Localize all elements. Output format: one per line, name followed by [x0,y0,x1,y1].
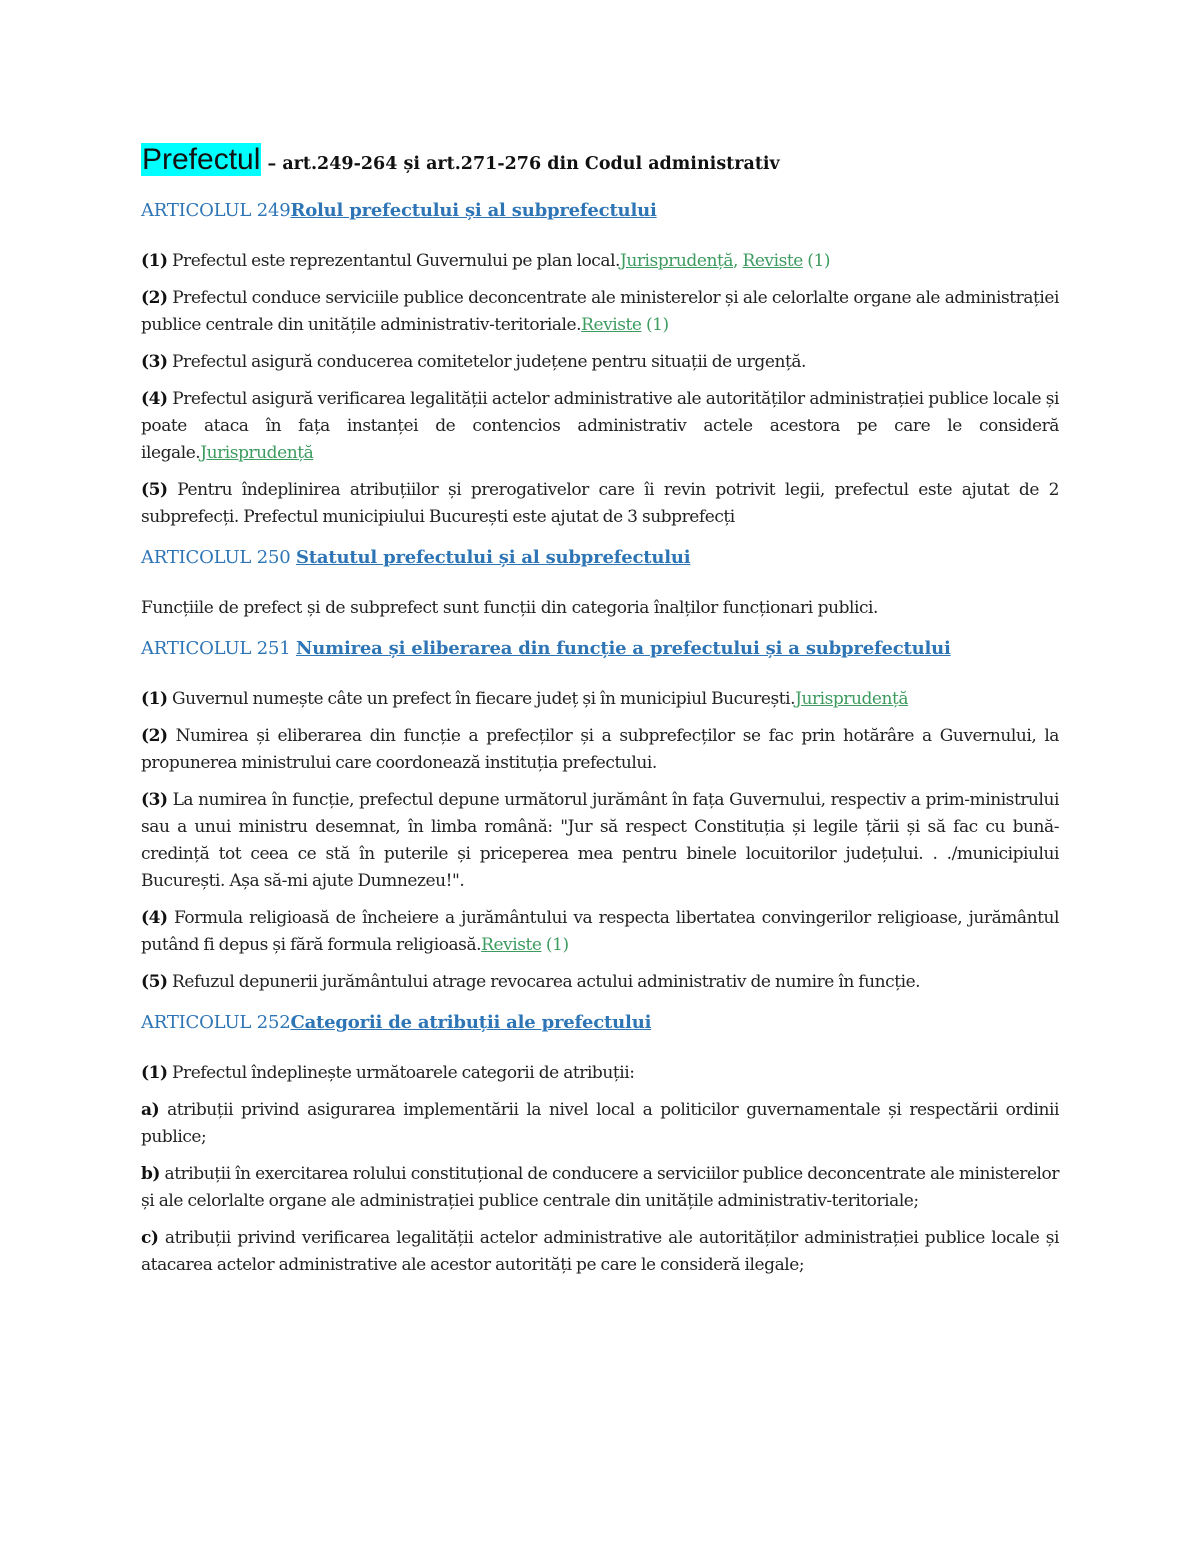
paragraph-text: La numirea în funcție, prefectul depune următorul jurământ în fața Guvernului, respectiv a prim-ministrului sau a unui ministru desemnat, în limba română: "Jur să respect Constituția și legile țării și să fac cu bună-credință tot ceea ce stă în puterile și priceperea mea pentru binele locuitorilor județului. . ./municipiului București. Așa să-mi ajute Dumnezeu!". [141,790,1059,891]
paragraph-number: (1) [141,689,168,709]
reviste-link[interactable]: Reviste [581,315,642,335]
paragraph [141,905,1059,959]
article-250-heading [141,545,1059,571]
paragraph-text: Pentru îndeplinirea atribuțiilor și prerogativelor care îi revin potrivit legii, prefectul este ajutat de 2 subprefecți. Prefectul municipiului București este ajutat de 3 subprefecți [141,480,1059,527]
article-title-link[interactable]: Numirea și eliberarea din funcție a prefectului și a subprefectului [295,638,951,659]
list-item-text: atribuții privind asigurarea implementării la nivel local a politicilor guvernamentale și respectării ordinii publice; [141,1100,1059,1147]
paragraph: Funcțiile de prefect și de subprefect sunt funcții din categoria înalților funcționari publici. [141,598,879,618]
reviste-count: (1) [541,935,569,955]
paragraph [141,787,1059,895]
jurisprudenta-link[interactable]: Jurisprudență [795,689,909,709]
article-249-heading [141,198,1059,224]
paragraph [141,723,1059,777]
paragraph-number: (5) [141,480,168,500]
paragraph-number: (4) [141,389,168,409]
paragraph [141,386,1059,467]
reviste-link[interactable]: Reviste [481,935,542,955]
list-item-text: atribuții în exercitarea rolului constituțional de conducere a serviciilor publice deconcentrate ale ministerelor și ale celorlalte organe ale administrației publice centrale din unitățile administrativ-teritoriale; [141,1164,1059,1211]
jurisprudenta-link[interactable]: Jurisprudență [200,443,314,463]
title-highlighted: Prefectul [142,143,261,176]
paragraph-text: Numirea și eliberarea din funcție a prefecților și a subprefecților se fac prin hotărâre a Guvernului, la propunerea ministrului care coordonează instituția prefectului. [141,726,1059,773]
paragraph-number: (3) [141,352,168,372]
paragraph-text: Formula religioasă de încheiere a jurământului va respecta libertatea convingerilor religioase, jurământul putând fi depus și fără formula religioasă. [141,908,1059,955]
paragraph-text: Prefectul asigură conducerea comitetelor județene pentru situații de urgență. [167,352,806,372]
paragraph-text: Refuzul depunerii jurământului atrage revocarea actului administrativ de numire în funcție. [167,972,921,992]
paragraph-number: (5) [141,972,168,992]
paragraph [141,248,1059,275]
list-item-letter: b) [141,1164,161,1184]
paragraph-text: Prefectul îndeplinește următoarele categorii de atribuții: [167,1063,635,1083]
list-item [141,1225,1059,1279]
jurisprudenta-link[interactable]: Jurisprudență [620,251,734,271]
paragraph-number: (3) [141,790,168,810]
reviste-count: (1) [641,315,669,335]
paragraph [141,349,1059,376]
paragraph-text: Guvernul numește câte un prefect în fiecare județ și în municipiul București. [167,689,796,709]
reviste-link[interactable]: Reviste [742,251,803,271]
paragraph [141,477,1059,531]
article-title-link[interactable]: Rolul prefectului și al subprefectului [290,200,657,221]
paragraph-text: Prefectul este reprezentantul Guvernului pe plan local. [167,251,621,271]
article-label: ARTICOLUL 250 [141,547,296,568]
list-item-letter: c) [141,1228,159,1248]
article-label: ARTICOLUL 249 [141,200,291,221]
paragraph [141,1060,1059,1087]
paragraph [141,686,1059,713]
list-item [141,1097,1059,1151]
paragraph-number: (2) [141,726,168,746]
paragraph-number: (2) [141,288,168,308]
article-label: ARTICOLUL 252 [141,1012,291,1033]
list-item [141,1161,1059,1215]
paragraph-number: (4) [141,908,168,928]
paragraph-number: (1) [141,1063,168,1083]
list-item-letter: a) [141,1100,160,1120]
list-item-text: atribuții privind verificarea legalității actelor administrative ale autorităților administrației publice locale și atacarea actelor administrative ale acestor autorități pe care le consideră ilegale; [141,1228,1059,1275]
article-252-heading [141,1010,1059,1036]
paragraph [141,969,1059,996]
title-subtitle: – art.249-264 și art.271-276 din Codul administrativ [261,154,780,174]
document-page [141,140,1059,1289]
article-title-link[interactable]: Statutul prefectului și al subprefectului [295,547,691,568]
article-251-heading [141,636,1059,662]
article-title-link[interactable]: Categorii de atribuții ale prefectului [290,1012,652,1033]
paragraph-number: (1) [141,251,168,271]
paragraph-text: Prefectul asigură verificarea legalității actelor administrative ale autorităților administrației publice locale și poate ataca în fața instanței de contencios administrativ actele acestora pe care le consideră ilegale. [141,389,1059,463]
paragraph [141,285,1059,339]
article-label: ARTICOLUL 251 [141,638,296,659]
reviste-count: (1) [802,251,831,271]
document-title [141,140,1059,184]
paragraph-text: Prefectul conduce serviciile publice deconcentrate ale ministerelor și ale celorlalte organe ale administrației publice centrale din unitățile administrativ-teritoriale. [141,288,1059,335]
link-separator: , [733,251,743,271]
